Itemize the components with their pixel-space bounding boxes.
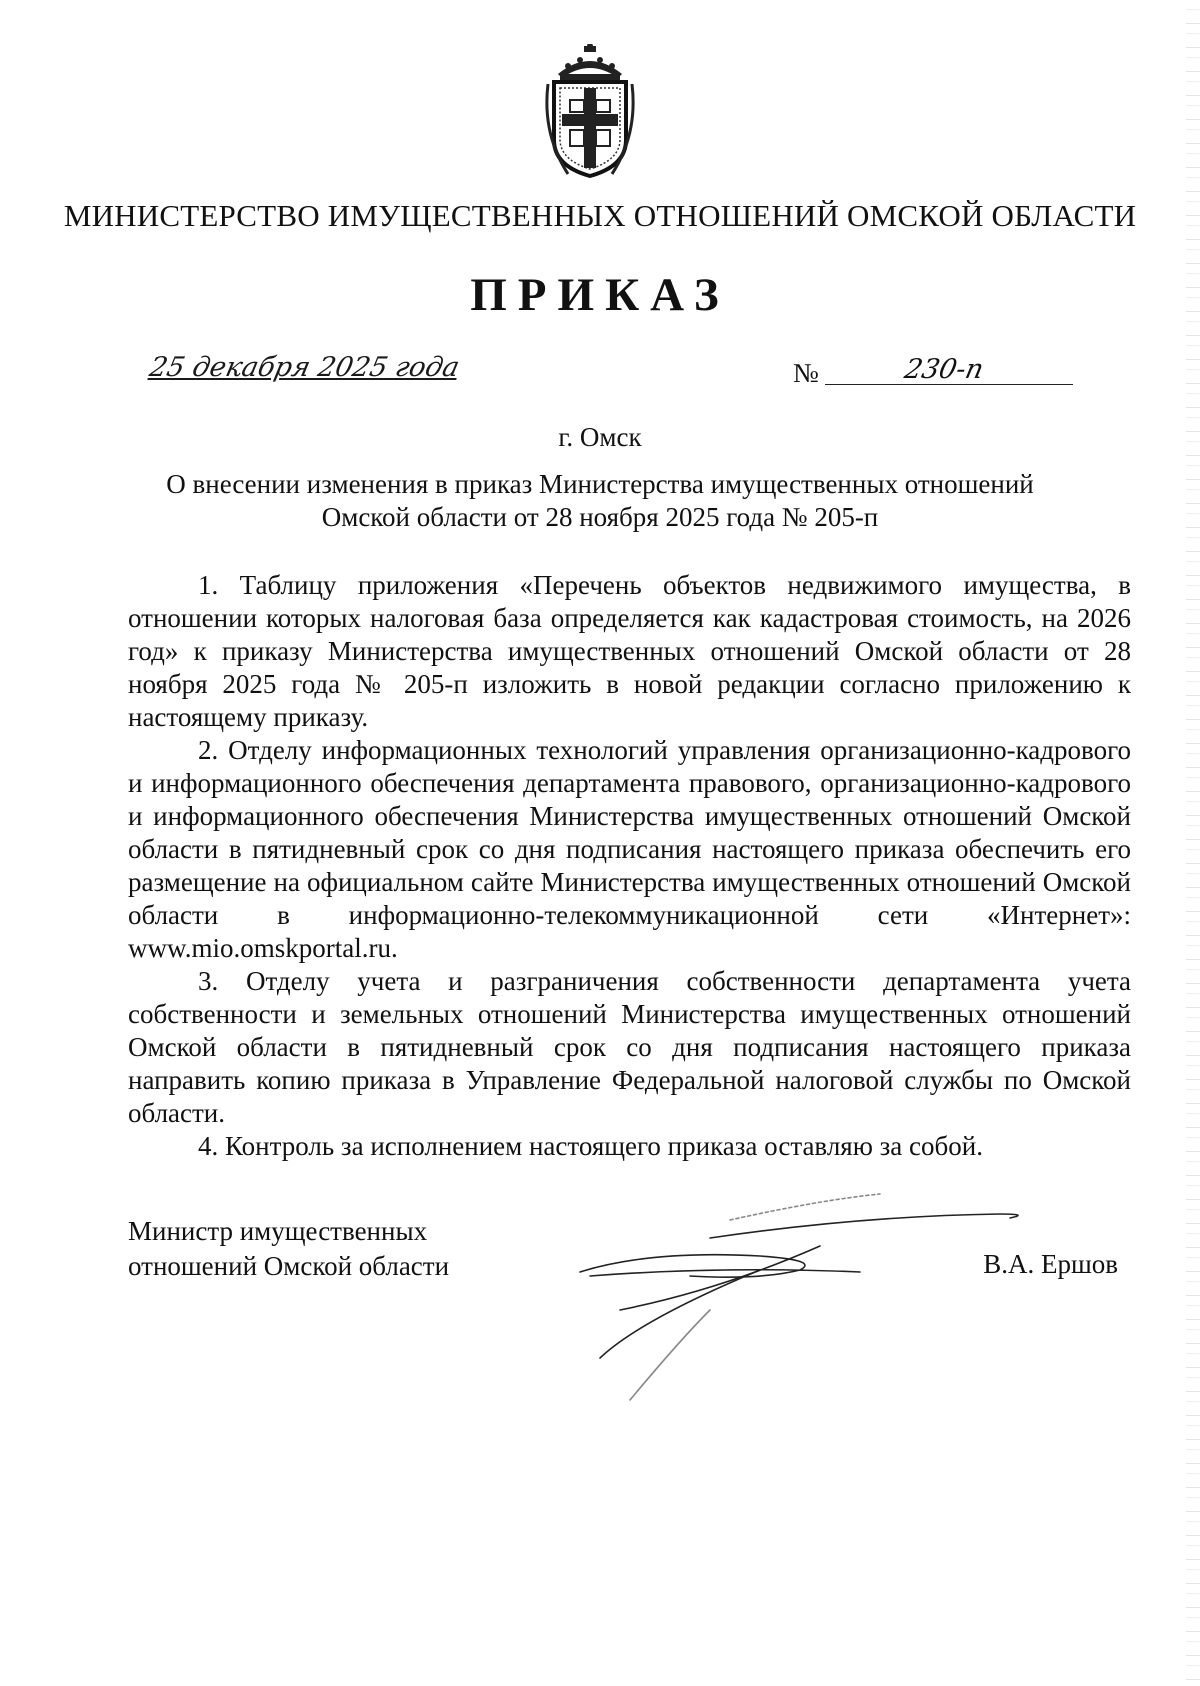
signer-position-line-1: Министр имущественных: [128, 1216, 428, 1246]
order-date-handwritten: 25 декабря 2025 года: [146, 352, 463, 383]
order-subject: [120, 468, 1080, 534]
subject-line-1: О внесении изменения в приказ Министерства имущественных отношений: [166, 469, 1034, 499]
order-body: [128, 569, 1131, 1163]
city-line: г. Омск: [558, 422, 642, 452]
number-sign: №: [793, 358, 819, 388]
signer-position: [128, 1214, 449, 1284]
scan-edge: [1186, 0, 1200, 1686]
paragraph-4: 4. Контроль за исполнением настоящего приказа оставляю за собой.: [198, 1131, 983, 1161]
paragraph-2: 2. Отделу информационных технологий управления организационно-кадрового и информационного обеспечения департамента правового, организационно-кадрового и информационного обеспечения Министерства имущественных отношений Омской области в пятидневный срок со дня подписания настоящего приказа обеспечить его размещение на официальном сайте Министерства имущественных отношений Омской области в информационно-телекоммуникационной сети «Интернет»: www.mio.omskportal.ru.: [128, 735, 1131, 963]
document-title: ПРИКАЗ: [470, 269, 730, 321]
paragraph-1: 1. Таблицу приложения «Перечень объектов недвижимого имущества, в отношении которых налоговая база определяется как кадастровая стоимость, на 2026 год» к приказу Министерства имущественных отношений Омской области от 28 ноября 2025 года № 205-п изложить в новой редакции согласно приложению к настоящему приказу.: [128, 570, 1131, 732]
signer-position-line-2: отношений Омской области: [128, 1251, 450, 1281]
order-number-field: [793, 354, 1073, 390]
signer-name: В.А. Ершов: [983, 1249, 1118, 1279]
omsk-region-coat-of-arms-icon: [538, 44, 642, 180]
paragraph-3: 3. Отделу учета и разграничения собственности департамента учета собственности и земельных отношений Министерства имущественных отношений Омской области в пятидневный срок со дня подписания настоящего приказа направить копию приказа в Управление Федеральной налоговой службы по Омской области.: [128, 966, 1131, 1128]
order-number-handwritten: 230-п: [901, 354, 987, 385]
handwritten-signature: [560, 1180, 1100, 1410]
ministry-name: МИНИСТЕРСТВО ИМУЩЕСТВЕННЫХ ОТНОШЕНИЙ ОМСКОЙ ОБЛАСТИ: [63, 198, 1137, 233]
subject-line-2: Омской области от 28 ноября 2025 года № 205-п: [321, 502, 879, 532]
